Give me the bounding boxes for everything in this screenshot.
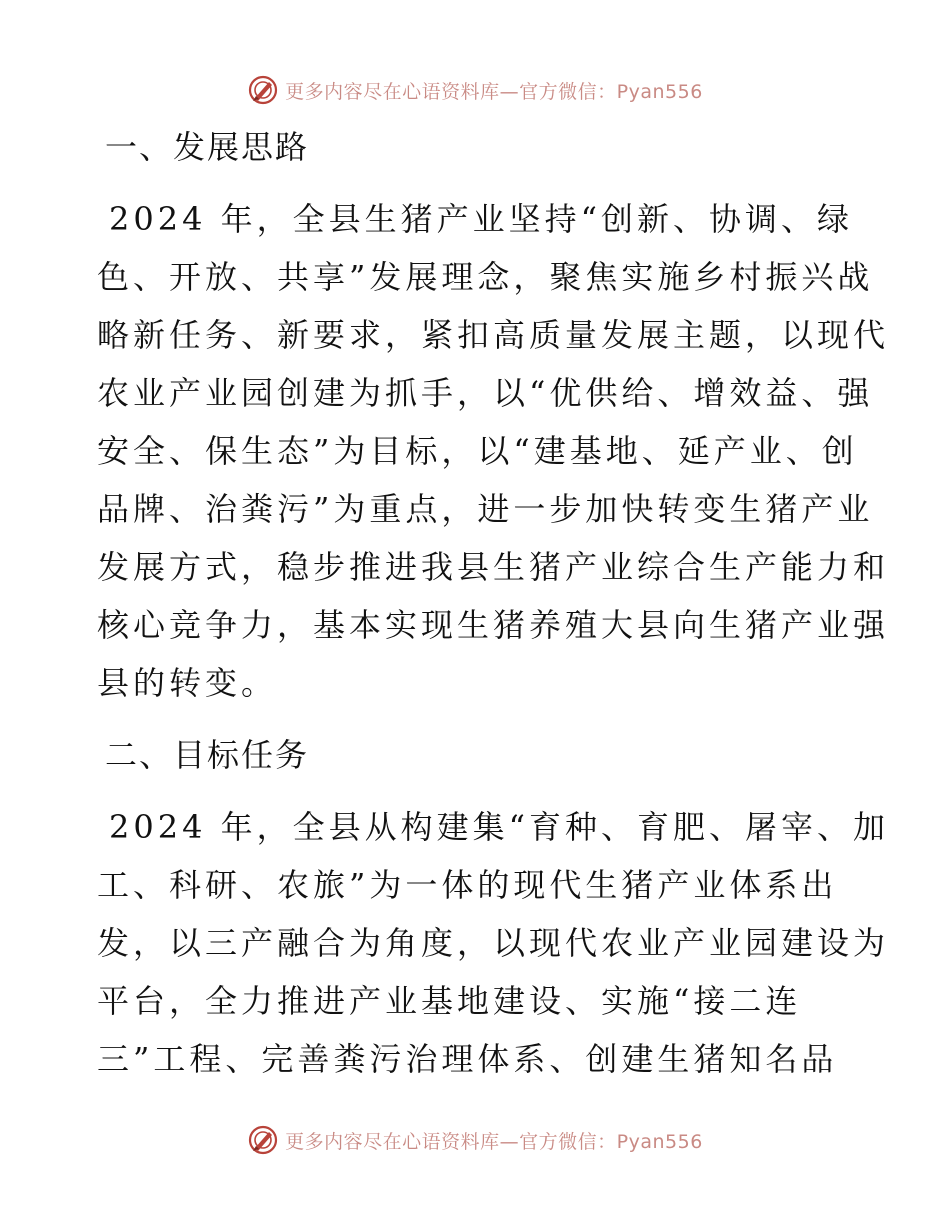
paragraph-line: 县的转变。 (97, 664, 278, 702)
paragraph-line: 品牌、治粪污”为重点，进一步加快转变生猪产业 (97, 490, 874, 528)
watermark-text: 更多内容尽在心语资料库—官方微信：Pyan556 (285, 1130, 703, 1153)
section-heading: 二、目标任务 (105, 736, 310, 774)
section-goals-tasks (97, 726, 890, 1088)
paragraph-line: 色、开放、共享”发展理念，聚焦实施乡村振兴战 (97, 258, 874, 296)
paragraph-line: 发，以三产融合为角度，以现代农业产业园建设为 (97, 924, 890, 962)
paragraph-line: 2024 年，全县生猪产业坚持“创新、协调、绿 (109, 200, 853, 238)
header-watermark-banner (0, 70, 950, 110)
document-body (97, 118, 890, 1102)
paragraph-line: 工、科研、农旅”为一体的现代生猪产业体系出 (97, 866, 838, 904)
pen-nib-logo-icon (247, 74, 279, 106)
section-development-approach (97, 118, 890, 712)
paragraph (97, 798, 890, 1088)
paragraph-line: 三”工程、完善粪污治理体系、创建生猪知名品 (97, 1040, 838, 1078)
paragraph-line: 安全、保生态”为目标，以“建基地、延产业、创 (97, 432, 858, 470)
paragraph-line: 2024 年，全县从构建集“育种、育肥、屠宰、加 (109, 808, 889, 846)
pen-nib-logo-icon (247, 1124, 279, 1156)
watermark-text: 更多内容尽在心语资料库—官方微信：Pyan556 (285, 80, 703, 103)
paragraph-line: 平台，全力推进产业基地建设、实施“接二连 (97, 982, 802, 1020)
paragraph (97, 190, 890, 712)
paragraph-line: 发展方式，稳步推进我县生猪产业综合生产能力和 (97, 548, 890, 586)
paragraph-line: 农业产业园创建为抓手，以“优供给、增效益、强 (97, 374, 874, 412)
section-heading: 一、发展思路 (105, 128, 310, 166)
paragraph-line: 略新任务、新要求，紧扣高质量发展主题，以现代 (97, 316, 890, 354)
paragraph-line: 核心竞争力，基本实现生猪养殖大县向生猪产业强 (97, 606, 890, 644)
footer-watermark-banner (0, 1120, 950, 1160)
